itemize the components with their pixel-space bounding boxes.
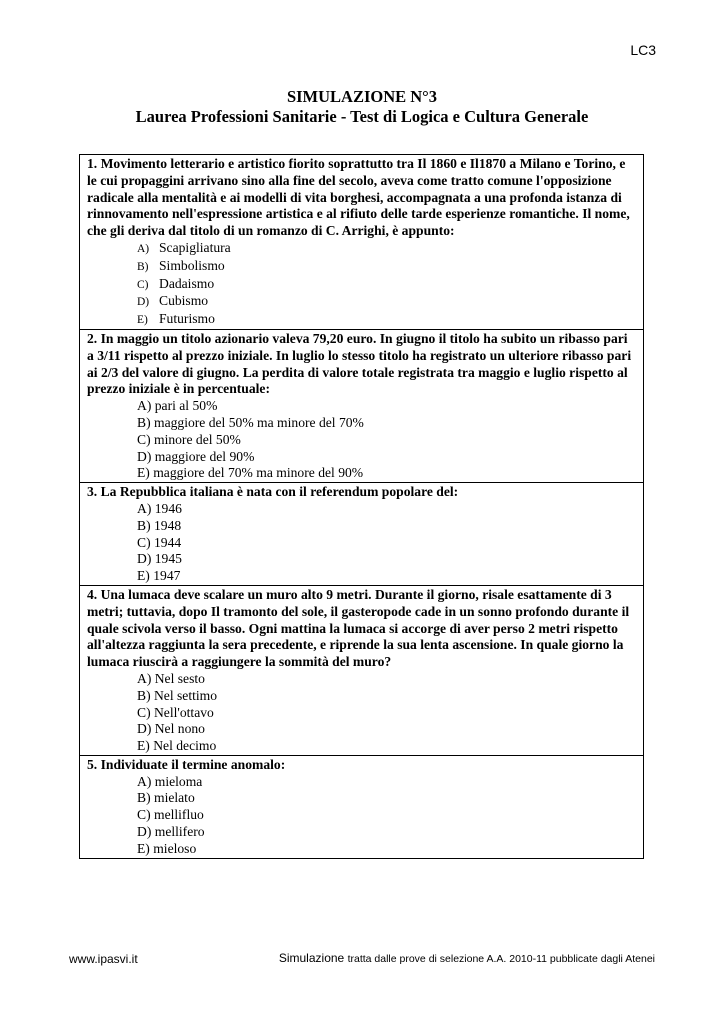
question-text: 2. In maggio un titolo azionario valeva 79,20 euro. In giugno il titolo ha subito un ribasso pari a 3/11 rispetto al prezzo iniziale. In luglio lo stesso titolo ha registrato un ulteriore ribasso pari ai 2/3 del valore di giugno. La perdita di valore totale registrata tra maggio e luglio rispetto al prezzo iniziale è in percentuale: bbox=[87, 330, 632, 397]
option-d bbox=[137, 293, 637, 311]
option-letter: B) bbox=[137, 260, 149, 273]
option-d: D) mellifero bbox=[137, 824, 205, 840]
title-line-2: Laurea Professioni Sanitarie - Test di Logica e Cultura Generale bbox=[135, 107, 589, 126]
footer-site: www.ipasvi.it bbox=[69, 952, 138, 966]
question-text: 3. La Repubblica italiana è nata con il referendum popolare del: bbox=[87, 484, 459, 500]
option-e: E) Nel decimo bbox=[137, 738, 217, 754]
options-list bbox=[87, 501, 637, 585]
option-letter: E) bbox=[137, 314, 148, 327]
option-c: C) mellifluo bbox=[137, 807, 204, 823]
question-text: 4. Una lumaca deve scalare un muro alto 9 metri. Durante il giorno, risale esattamente di 3 metri; tuttavia, dopo Il tramonto del sole, il gasteropode cade in un sonno profondo durante il quale scivola verso il basso. Ogni mattina la lumaca si accorge di aver perso 2 metri rispetto all'altezza raggiunta la sera precedente, e riprende la sua lenta ascensione. In quale giorno la lumaca riuscirà a raggiungere la sommità del muro? bbox=[87, 586, 630, 670]
option-b: B) mielato bbox=[137, 790, 195, 806]
question-1 bbox=[80, 155, 643, 330]
option-e: E) maggiore del 70% ma minore del 90% bbox=[137, 465, 364, 481]
option-text: Cubismo bbox=[159, 293, 209, 309]
option-b: B) 1948 bbox=[137, 517, 182, 533]
questions-table bbox=[79, 154, 644, 859]
question-text: 1. Movimento letterario e artistico fiorito soprattutto tra Il 1860 e Il1870 a Milano e Torino, e le cui propaggini arrivano sino alla fine del secolo, aveva come tratto comune l'opposizione radicale alla mentalità e ai modelli di vita borghesi, accompagnata a una profonda istanza di rinnovamento nell'espressione artistica e al rifiuto delle tarde esperienze romantiche. Il nome, che gli deriva dal titolo di un romanzo di C. Arrighi, è appunto: bbox=[87, 156, 630, 239]
option-e: E) 1947 bbox=[137, 568, 181, 584]
option-text: Simbolismo bbox=[159, 257, 225, 273]
option-letter: C) bbox=[137, 278, 149, 291]
option-d: D) Nel nono bbox=[137, 721, 205, 737]
page-code: LC3 bbox=[630, 42, 656, 58]
option-a bbox=[137, 240, 637, 258]
option-a: A) pari al 50% bbox=[137, 398, 218, 414]
title-line-1: SIMULAZIONE N°3 bbox=[286, 87, 438, 106]
option-letter: A) bbox=[137, 242, 150, 255]
option-text: Dadaismo bbox=[159, 275, 215, 291]
option-text: Futurismo bbox=[159, 311, 215, 327]
option-b bbox=[137, 258, 637, 276]
option-letter: D) bbox=[137, 296, 150, 309]
options-list bbox=[87, 671, 637, 755]
question-text: 5. Individuate il termine anomalo: bbox=[87, 756, 286, 772]
option-c: C) 1944 bbox=[137, 534, 182, 550]
question-4 bbox=[80, 586, 643, 756]
footer-note-text: tratta dalle prove di selezione A.A. 2010-11 pubblicate dagli Atenei bbox=[347, 953, 655, 965]
question-3 bbox=[80, 483, 643, 586]
option-a: A) Nel sesto bbox=[137, 670, 205, 686]
option-b: B) maggiore del 50% ma minore del 70% bbox=[137, 414, 364, 430]
option-c: C) minore del 50% bbox=[137, 431, 241, 447]
option-c bbox=[137, 276, 637, 294]
footer-note bbox=[279, 951, 655, 965]
option-e: E) mieloso bbox=[137, 840, 197, 856]
option-text: Scapigliatura bbox=[159, 239, 231, 255]
option-b: B) Nel settimo bbox=[137, 687, 218, 703]
question-2 bbox=[80, 330, 643, 483]
option-c: C) Nell'ottavo bbox=[137, 704, 214, 720]
option-d: D) maggiore del 90% bbox=[137, 448, 255, 464]
options-list bbox=[87, 240, 637, 329]
footer-label: Simulazione bbox=[278, 951, 345, 965]
question-5 bbox=[80, 756, 643, 859]
option-e bbox=[137, 311, 637, 329]
option-d: D) 1945 bbox=[137, 551, 182, 567]
option-a: A) mieloma bbox=[137, 773, 203, 789]
page-title bbox=[0, 87, 724, 127]
options-list bbox=[87, 774, 637, 858]
option-a: A) 1946 bbox=[137, 500, 182, 516]
options-list bbox=[87, 398, 637, 482]
